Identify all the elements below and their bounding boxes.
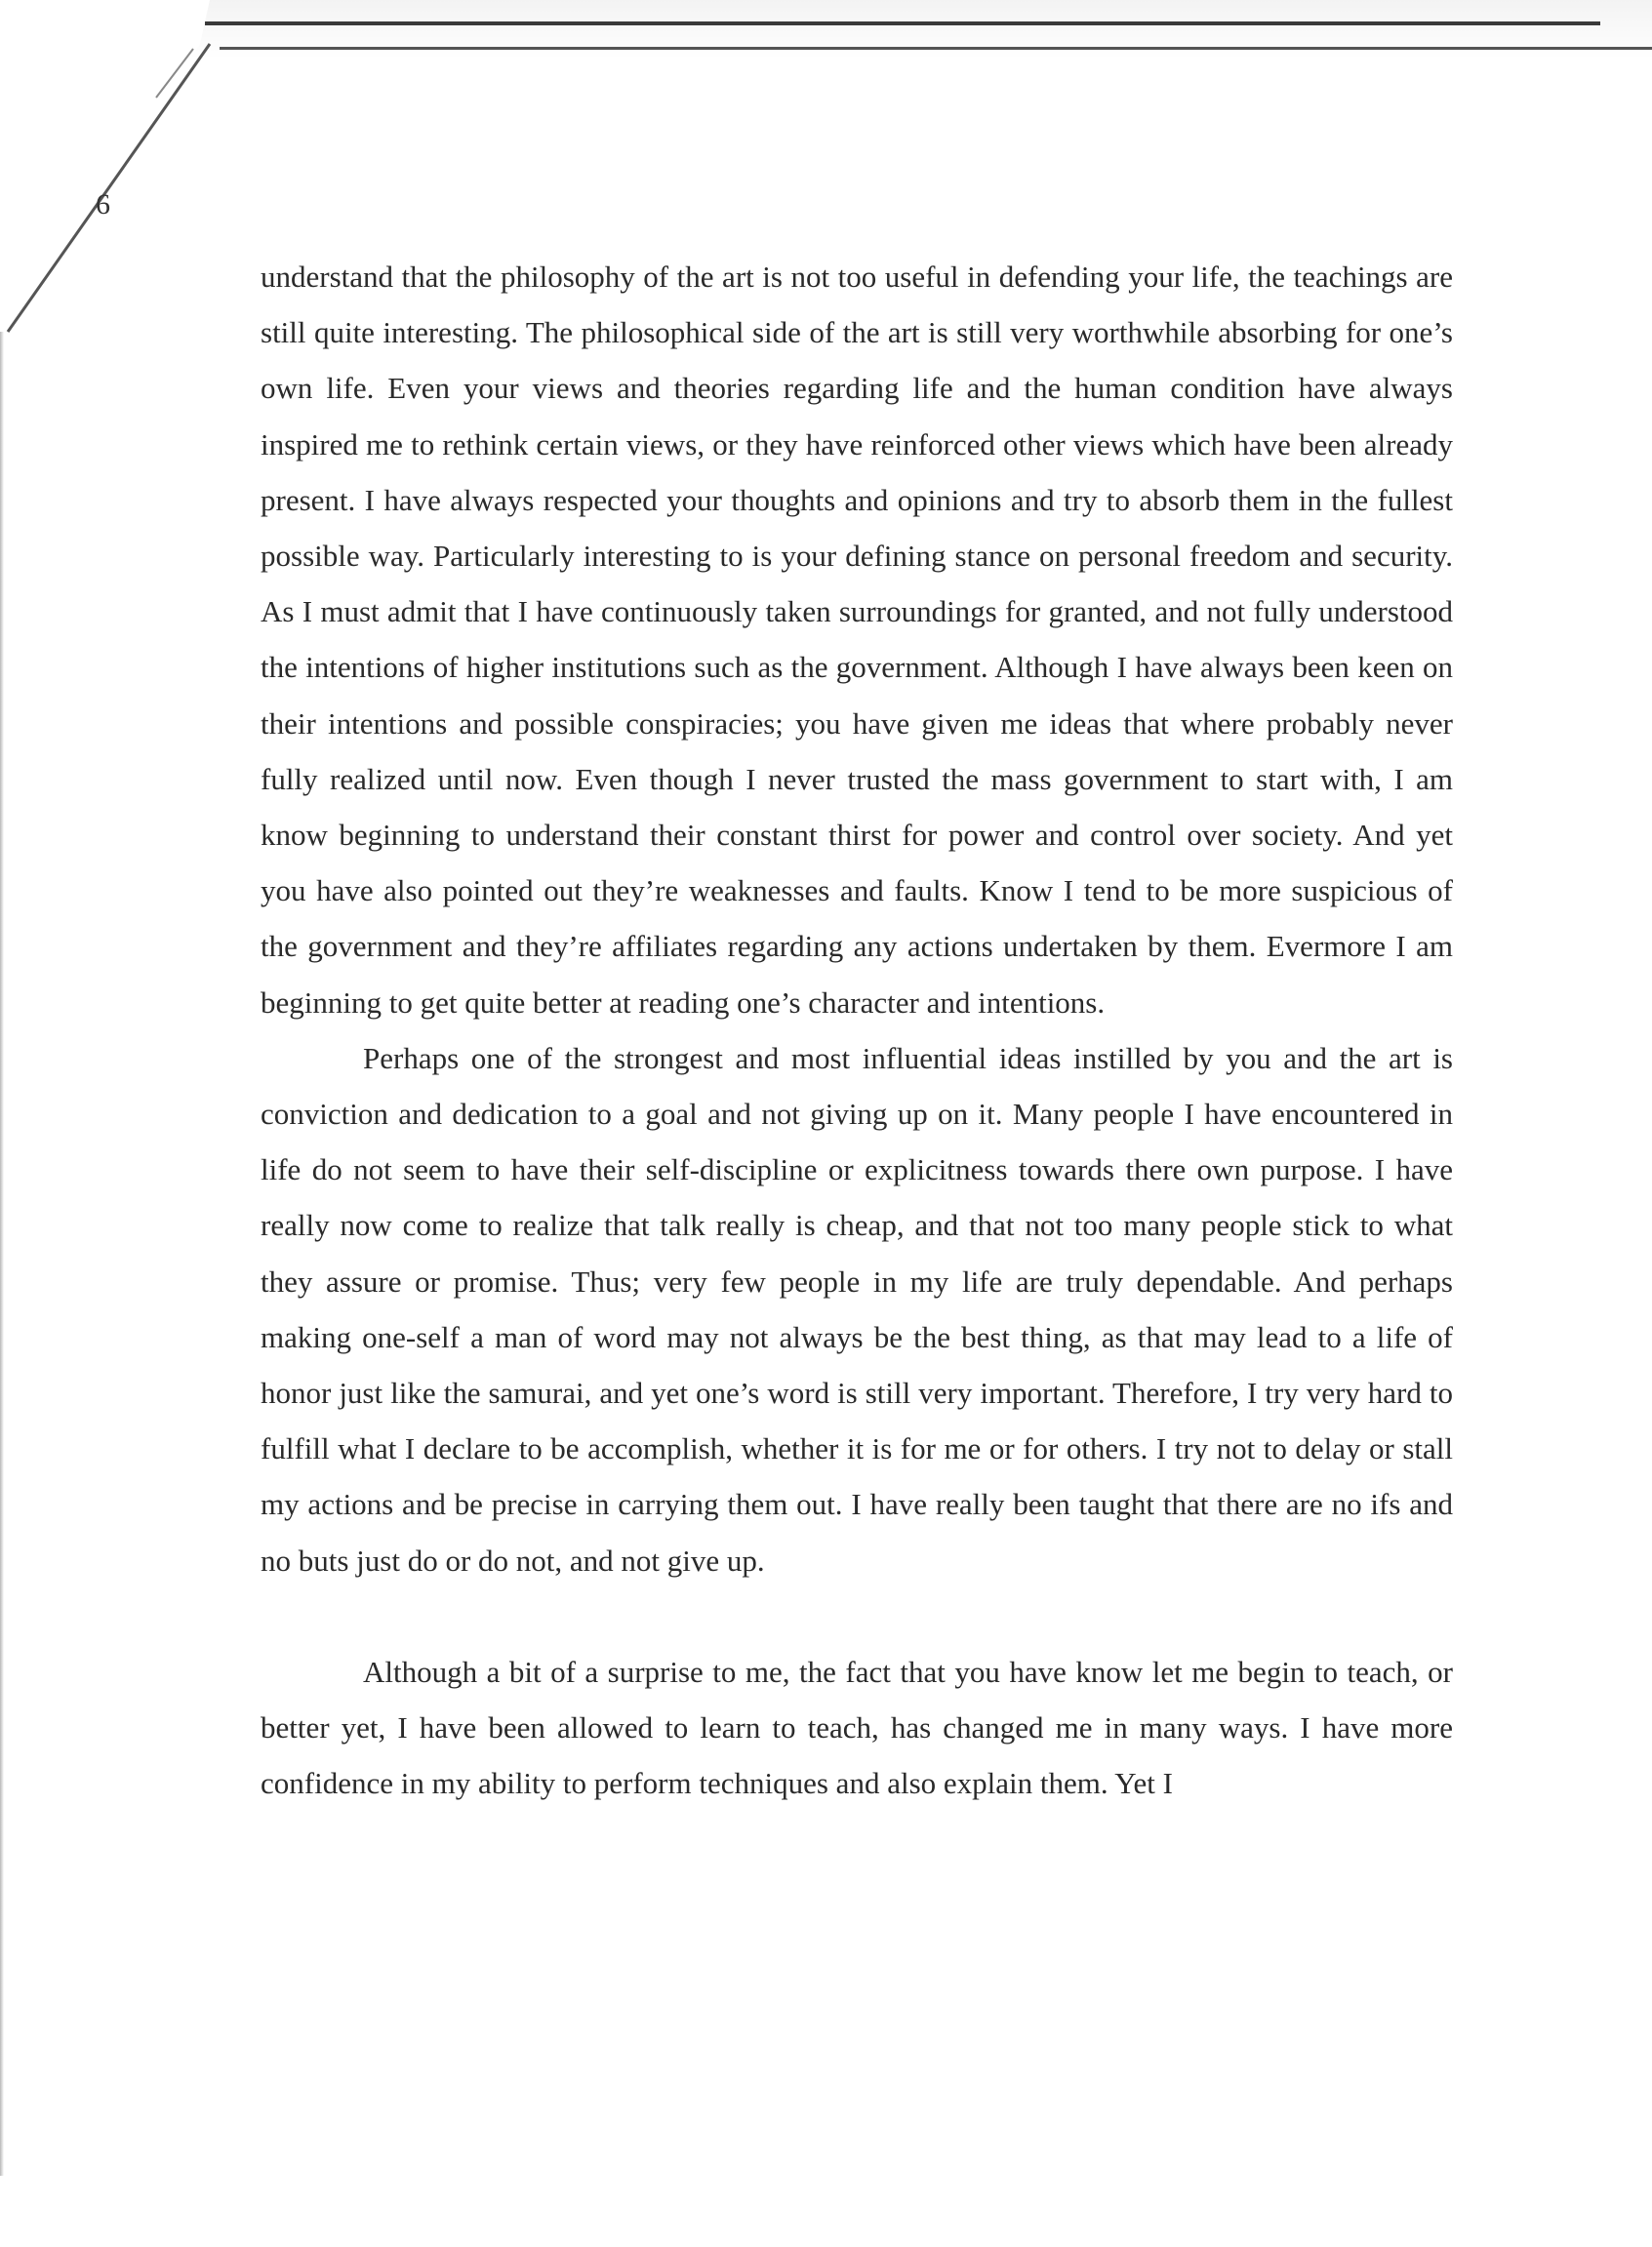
scan-edge-line-upper	[205, 21, 1600, 25]
essay-body	[261, 249, 1453, 1811]
paragraph-1: understand that the philosophy of the art is not too useful in defending your life, the teachings are still quite interesting. The philosophical side of the art is still very worthwhile absorbing for one’s own life. Even your views and theories regarding life and the human condition have always inspired me to rethink certain views, or they have reinforced other views which have been already present. I have always respected your thoughts and opinions and try to absorb them in the fullest possible way. Particularly interesting to is your defining stance on personal freedom and security. As I must admit that I have continuously taken surroundings for granted, and not fully understood the intentions of higher institutions such as the government. Although I have always been keen on their intentions and possible conspiracies; you have given me ideas that where probably never fully realized until now. Even though I never trusted the mass government to start with, I am know beginning to understand their constant thirst for power and control over society. And yet you have also pointed out they’re weaknesses and faults. Know I tend to be more suspicious of the government and they’re affiliates regarding any actions undertaken by them. Evermore I am beginning to get quite better at reading one’s character and intentions.	[261, 260, 1453, 1020]
scan-left-shadow	[0, 322, 4, 2176]
paragraph-3: Although a bit of a surprise to me, the fact that you have know let me begin to teach, or better yet, I have been allowed to learn to teach, has changed me in many ways. I have more confidence in my ability to perform techniques and also explain them. Yet I	[261, 1654, 1453, 1801]
scan-edge-line-lower	[220, 47, 1652, 50]
folded-corner	[0, 0, 254, 351]
page-number: 6	[96, 188, 110, 221]
paragraph-2: Perhaps one of the strongest and most influential ideas instilled by you and the art is conviction and dedication to a goal and not giving up on it. Many people I have encountered in life do not seem to have their self-discipline or explicitness towards there own purpose. I have really now come to realize that talk really is cheap, and that not too many people stick to what they assure or promise. Thus; very few people in my life are truly dependable. And perhaps making one-self a man of word may not always be the best thing, as that may lead to a life of honor just like the samurai, and yet one’s word is still very important. Therefore, I try very hard to fulfill what I declare to be accomplish, whether it is for me or for others. I try not to delay or stall my actions and be precise in carrying them out. I have really been taught that there are no ifs and no buts just do or do not, and not give up.	[261, 1040, 1453, 1578]
